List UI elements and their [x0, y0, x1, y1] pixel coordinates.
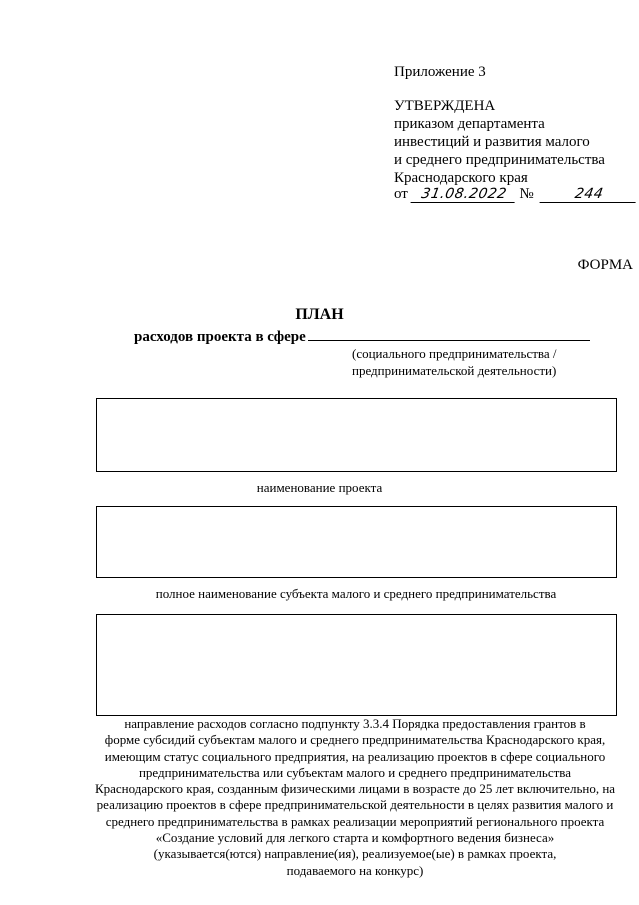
direction-paragraph — [90, 716, 620, 879]
sphere-note-line: (социального предпринимательства / — [352, 346, 557, 361]
approval-line: и среднего предпринимательства — [394, 152, 605, 168]
entity-name-caption: полное наименование субъекта малого и среднего предпринимательства — [155, 586, 557, 601]
sphere-blank-line[interactable] — [308, 326, 590, 341]
approval-line: инвестиций и развития малого — [394, 134, 590, 150]
expense-direction-field[interactable] — [96, 614, 617, 716]
sphere-note — [352, 345, 557, 379]
number-sign: № — [519, 186, 534, 202]
paragraph-line: «Создание условий для легкого старта и комфортного ведения бизнеса» — [155, 830, 555, 846]
paragraph-line: направление расходов согласно подпункту 3.3.4 Порядка предоставления грантов в — [124, 716, 586, 731]
paragraph-line: имеющим статус социального предприятия, на реализацию проектов в сфере социального — [104, 748, 606, 764]
paragraph-line: подаваемого на конкурс) — [286, 862, 424, 878]
page-title: ПЛАН — [295, 306, 344, 323]
entity-name-field[interactable] — [96, 506, 617, 578]
subtitle — [134, 326, 590, 346]
appendix-label: Приложение 3 — [394, 64, 486, 80]
order-date: 31.08.2022 — [410, 186, 517, 203]
paragraph-line: форме субсидий субъектам малого и среднего предпринимательства Краснодарского края, — [104, 732, 606, 748]
date-prefix: от — [394, 186, 408, 202]
paragraph-line: среднего предпринимательства в рамках реализации мероприятий регионального проекта — [105, 813, 605, 829]
order-date-number — [394, 186, 637, 203]
approval-line: Краснодарского края — [394, 170, 528, 186]
approval-line: приказом департамента — [394, 116, 545, 132]
approval-block — [394, 97, 605, 187]
paragraph-line: Краснодарского края, созданным физическими лицами в возрасте до 25 лет включительно, на — [94, 781, 616, 797]
paragraph-line: (указывается(ются) направление(ия), реализуемое(ые) в рамках проекта, — [153, 846, 557, 862]
paragraph-line: предпринимательства или субъектам малого и среднего предпринимательства — [138, 764, 572, 780]
order-number: 244 — [540, 186, 639, 203]
approval-line: УТВЕРЖДЕНА — [394, 98, 496, 114]
paragraph-line: реализацию проектов в сфере предпринимательской деятельности в целях развития малого и — [96, 797, 614, 813]
subtitle-text: расходов проекта в сфере — [134, 329, 306, 345]
project-name-caption: наименование проекта — [256, 480, 383, 495]
project-name-field[interactable] — [96, 398, 617, 472]
sphere-note-line: предпринимательской деятельности) — [352, 363, 557, 378]
forma-label: ФОРМА — [577, 257, 633, 273]
